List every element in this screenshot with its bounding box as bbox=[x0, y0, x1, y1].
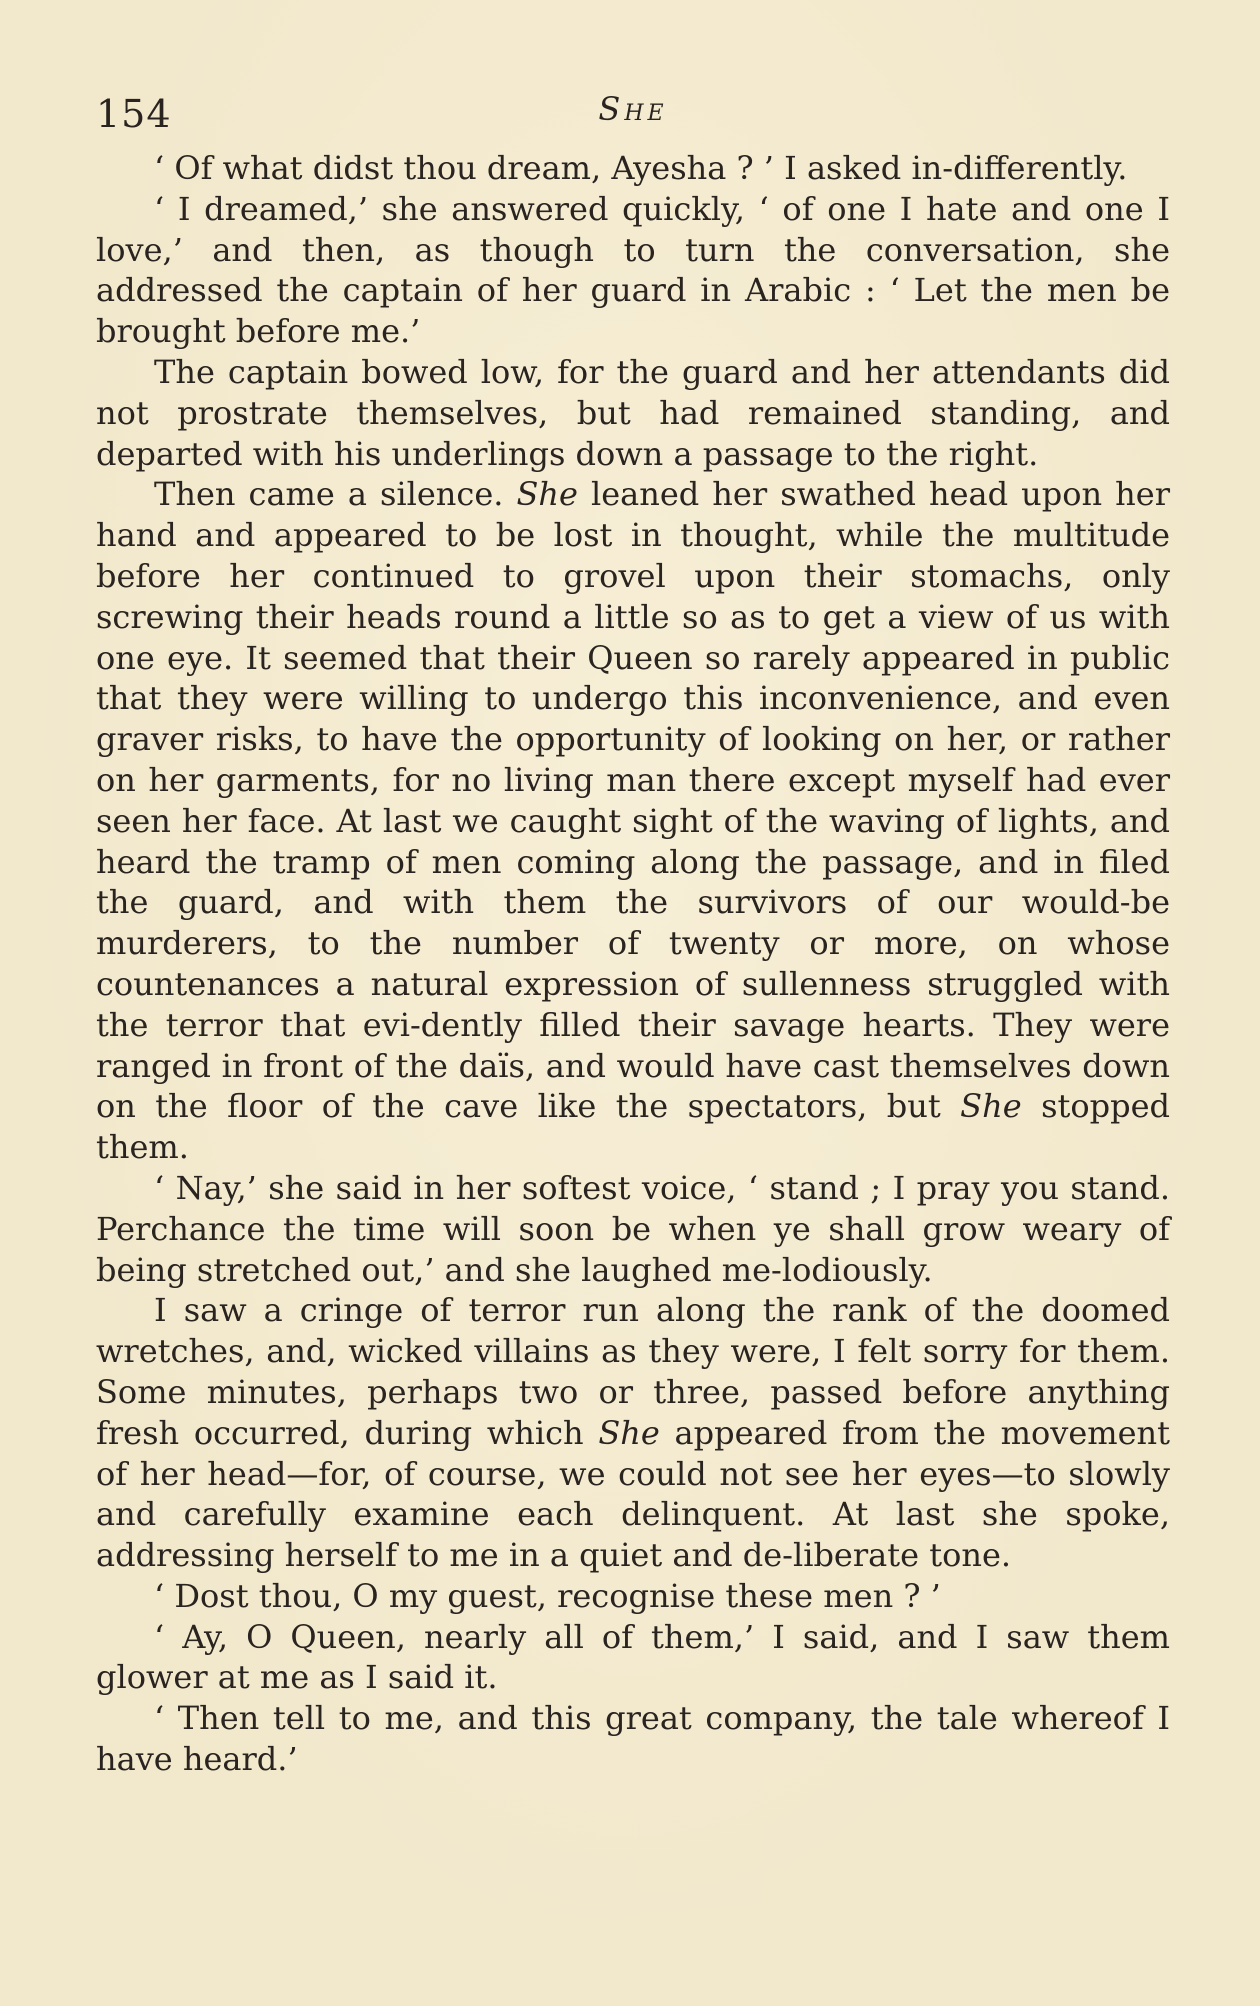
paragraph: I saw a cringe of terror run along the rank of the doomed wretches, and, wicked villains as they were, I felt sorry for them. Some minutes, perhaps two or three, passed before anything fresh occurred, during which She appeared from the movement of her head—for, of course, we could not see her eyes—to slowly and carefully examine each delinquent. At last she spoke, addressing herself to me in a quiet and de-liberate tone. bbox=[96, 1291, 1170, 1575]
running-head bbox=[96, 84, 1170, 144]
paragraph: ‘ Nay,’ she said in her softest voice, ‘ stand ; I pray you stand. Perchance the time will soon be when ye shall grow weary of being stretched out,’ and she laughed me-lodiously. bbox=[96, 1168, 1170, 1289]
paragraph: ‘ I dreamed,’ she answered quickly, ‘ of one I hate and one I love,’ and then, as though to turn the conversation, she addressed the captain of her guard in Arabic : ‘ Let the men be brought before me.’ bbox=[96, 189, 1170, 351]
page-number: 154 bbox=[96, 92, 172, 136]
paragraph: ‘ Then tell to me, and this great company, the tale whereof I have heard.’ bbox=[96, 1699, 1170, 1779]
running-title: She bbox=[598, 90, 668, 128]
body-text bbox=[96, 148, 1170, 1780]
paragraph: The captain bowed low, for the guard and her attendants did not prostrate themselves, but had remained standing, and departed with his underlings down a passage to the right. bbox=[96, 352, 1170, 473]
paragraph: Then came a silence. She leaned her swathed head upon her hand and appeared to be lost in thought, while the multitude before her continued to grovel upon their stomachs, only screwing their heads round a little so as to get a view of us with one eye. It seemed that their Queen so rarely appeared in public that they were willing to undergo this inconvenience, and even graver risks, to have the opportunity of looking on her, or rather on her garments, for no living man there except myself had ever seen her face. At last we caught sight of the waving of lights, and heard the tramp of men coming along the passage, and in filed the guard, and with them the survivors of our would-be murderers, to the number of twenty or more, on whose countenances a natural expression of sullenness struggled with the terror that evi-dently filled their savage hearts. They were ranged in front of the daïs, and would have cast themselves down on the floor of the cave like the spectators, but She stopped them. bbox=[96, 475, 1171, 1167]
paragraph: ‘ Ay, O Queen, nearly all of them,’ I said, and I saw them glower at me as I said it. bbox=[96, 1617, 1170, 1697]
paragraph: ‘ Dost thou, O my guest, recognise these men ? ’ bbox=[154, 1576, 941, 1615]
paragraph: ‘ Of what didst thou dream, Ayesha ? ’ I asked in-differently. bbox=[154, 149, 1128, 187]
